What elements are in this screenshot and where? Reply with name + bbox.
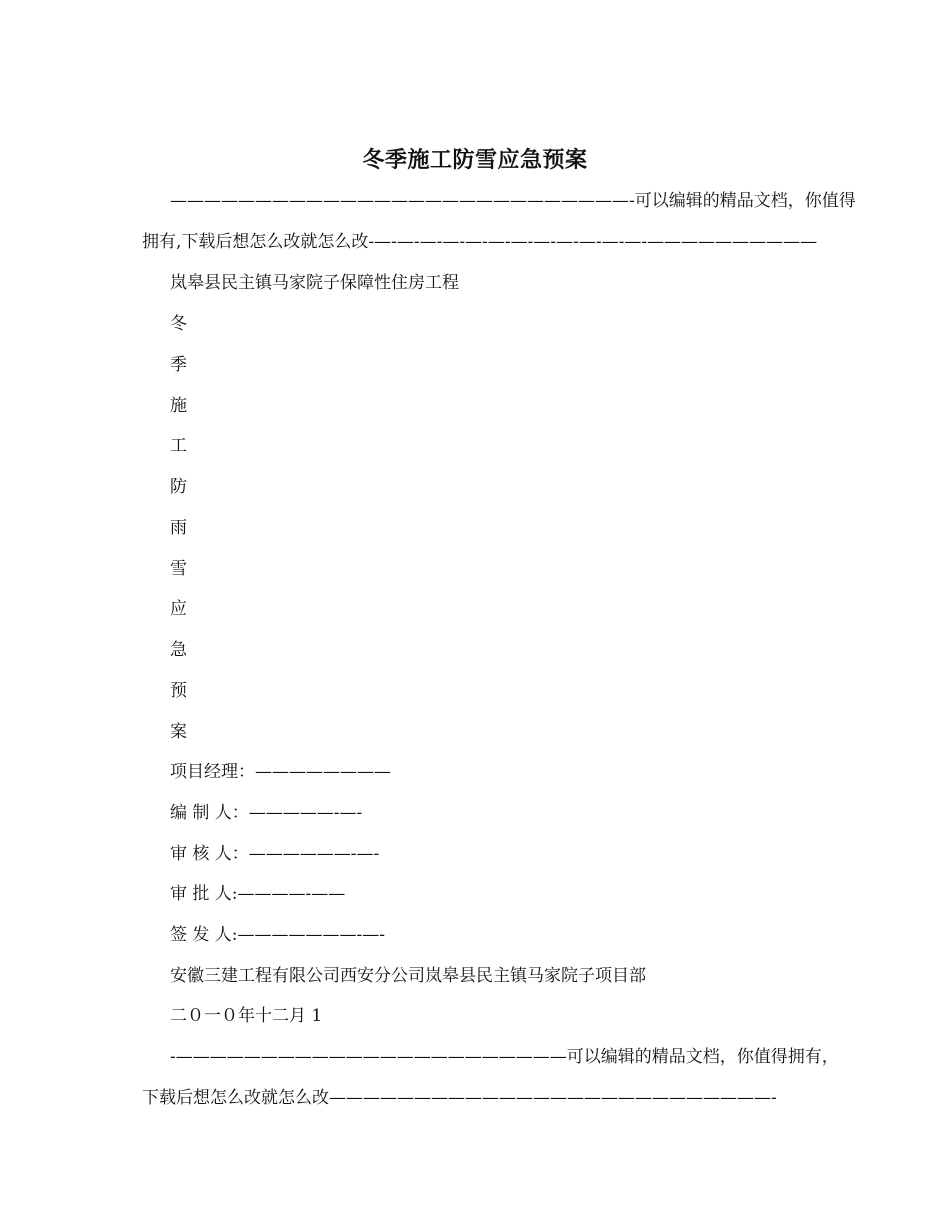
vertical-title-char: 工	[170, 436, 187, 456]
vertical-title-char: 施	[170, 396, 187, 416]
vertical-title-char: 防	[170, 477, 187, 497]
footer-banner-line-1: -———————————————————————可以编辑的精品文档，你值得拥有，	[170, 1047, 839, 1067]
project-name: 岚皋县民主镇马家院子保障性住房工程	[170, 273, 459, 293]
document-title: 冬季施工防雪应急预案	[362, 147, 588, 173]
document-date: 二０一０年十二月 1	[170, 1006, 323, 1026]
header-banner-line-1: ———————————————————————————-可以编辑的精品文档，你值得	[170, 191, 856, 211]
signature-issuer: 签 发 人:———————-—-	[170, 925, 386, 945]
header-banner-line-2: 拥有,下载后想怎么改就怎么改-—-—-—-—-—-—-—-—-—-—-—-—-——————————	[142, 232, 818, 252]
signature-project-manager: 项目经理：————————	[170, 762, 391, 782]
vertical-title-char: 急	[170, 640, 187, 660]
footer-banner-line-2: 下载后想怎么改就怎么改——————————————————————————-	[142, 1088, 777, 1108]
signature-reviewer: 审 核 人：——————-—-	[170, 844, 380, 864]
vertical-title-char: 预	[170, 681, 187, 701]
vertical-title-char: 雨	[170, 518, 187, 538]
vertical-title-char: 季	[170, 355, 187, 375]
vertical-title-char: 案	[170, 722, 187, 742]
vertical-title-char: 应	[170, 599, 187, 619]
organization-name: 安徽三建工程有限公司西安分公司岚皋县民主镇马家院子项目部	[170, 966, 646, 986]
signature-approver: 审 批 人:————-——	[170, 884, 346, 904]
signature-compiler: 编 制 人：—————-—-	[170, 803, 363, 823]
vertical-title-char: 雪	[170, 559, 187, 579]
vertical-title-char: 冬	[170, 314, 187, 334]
